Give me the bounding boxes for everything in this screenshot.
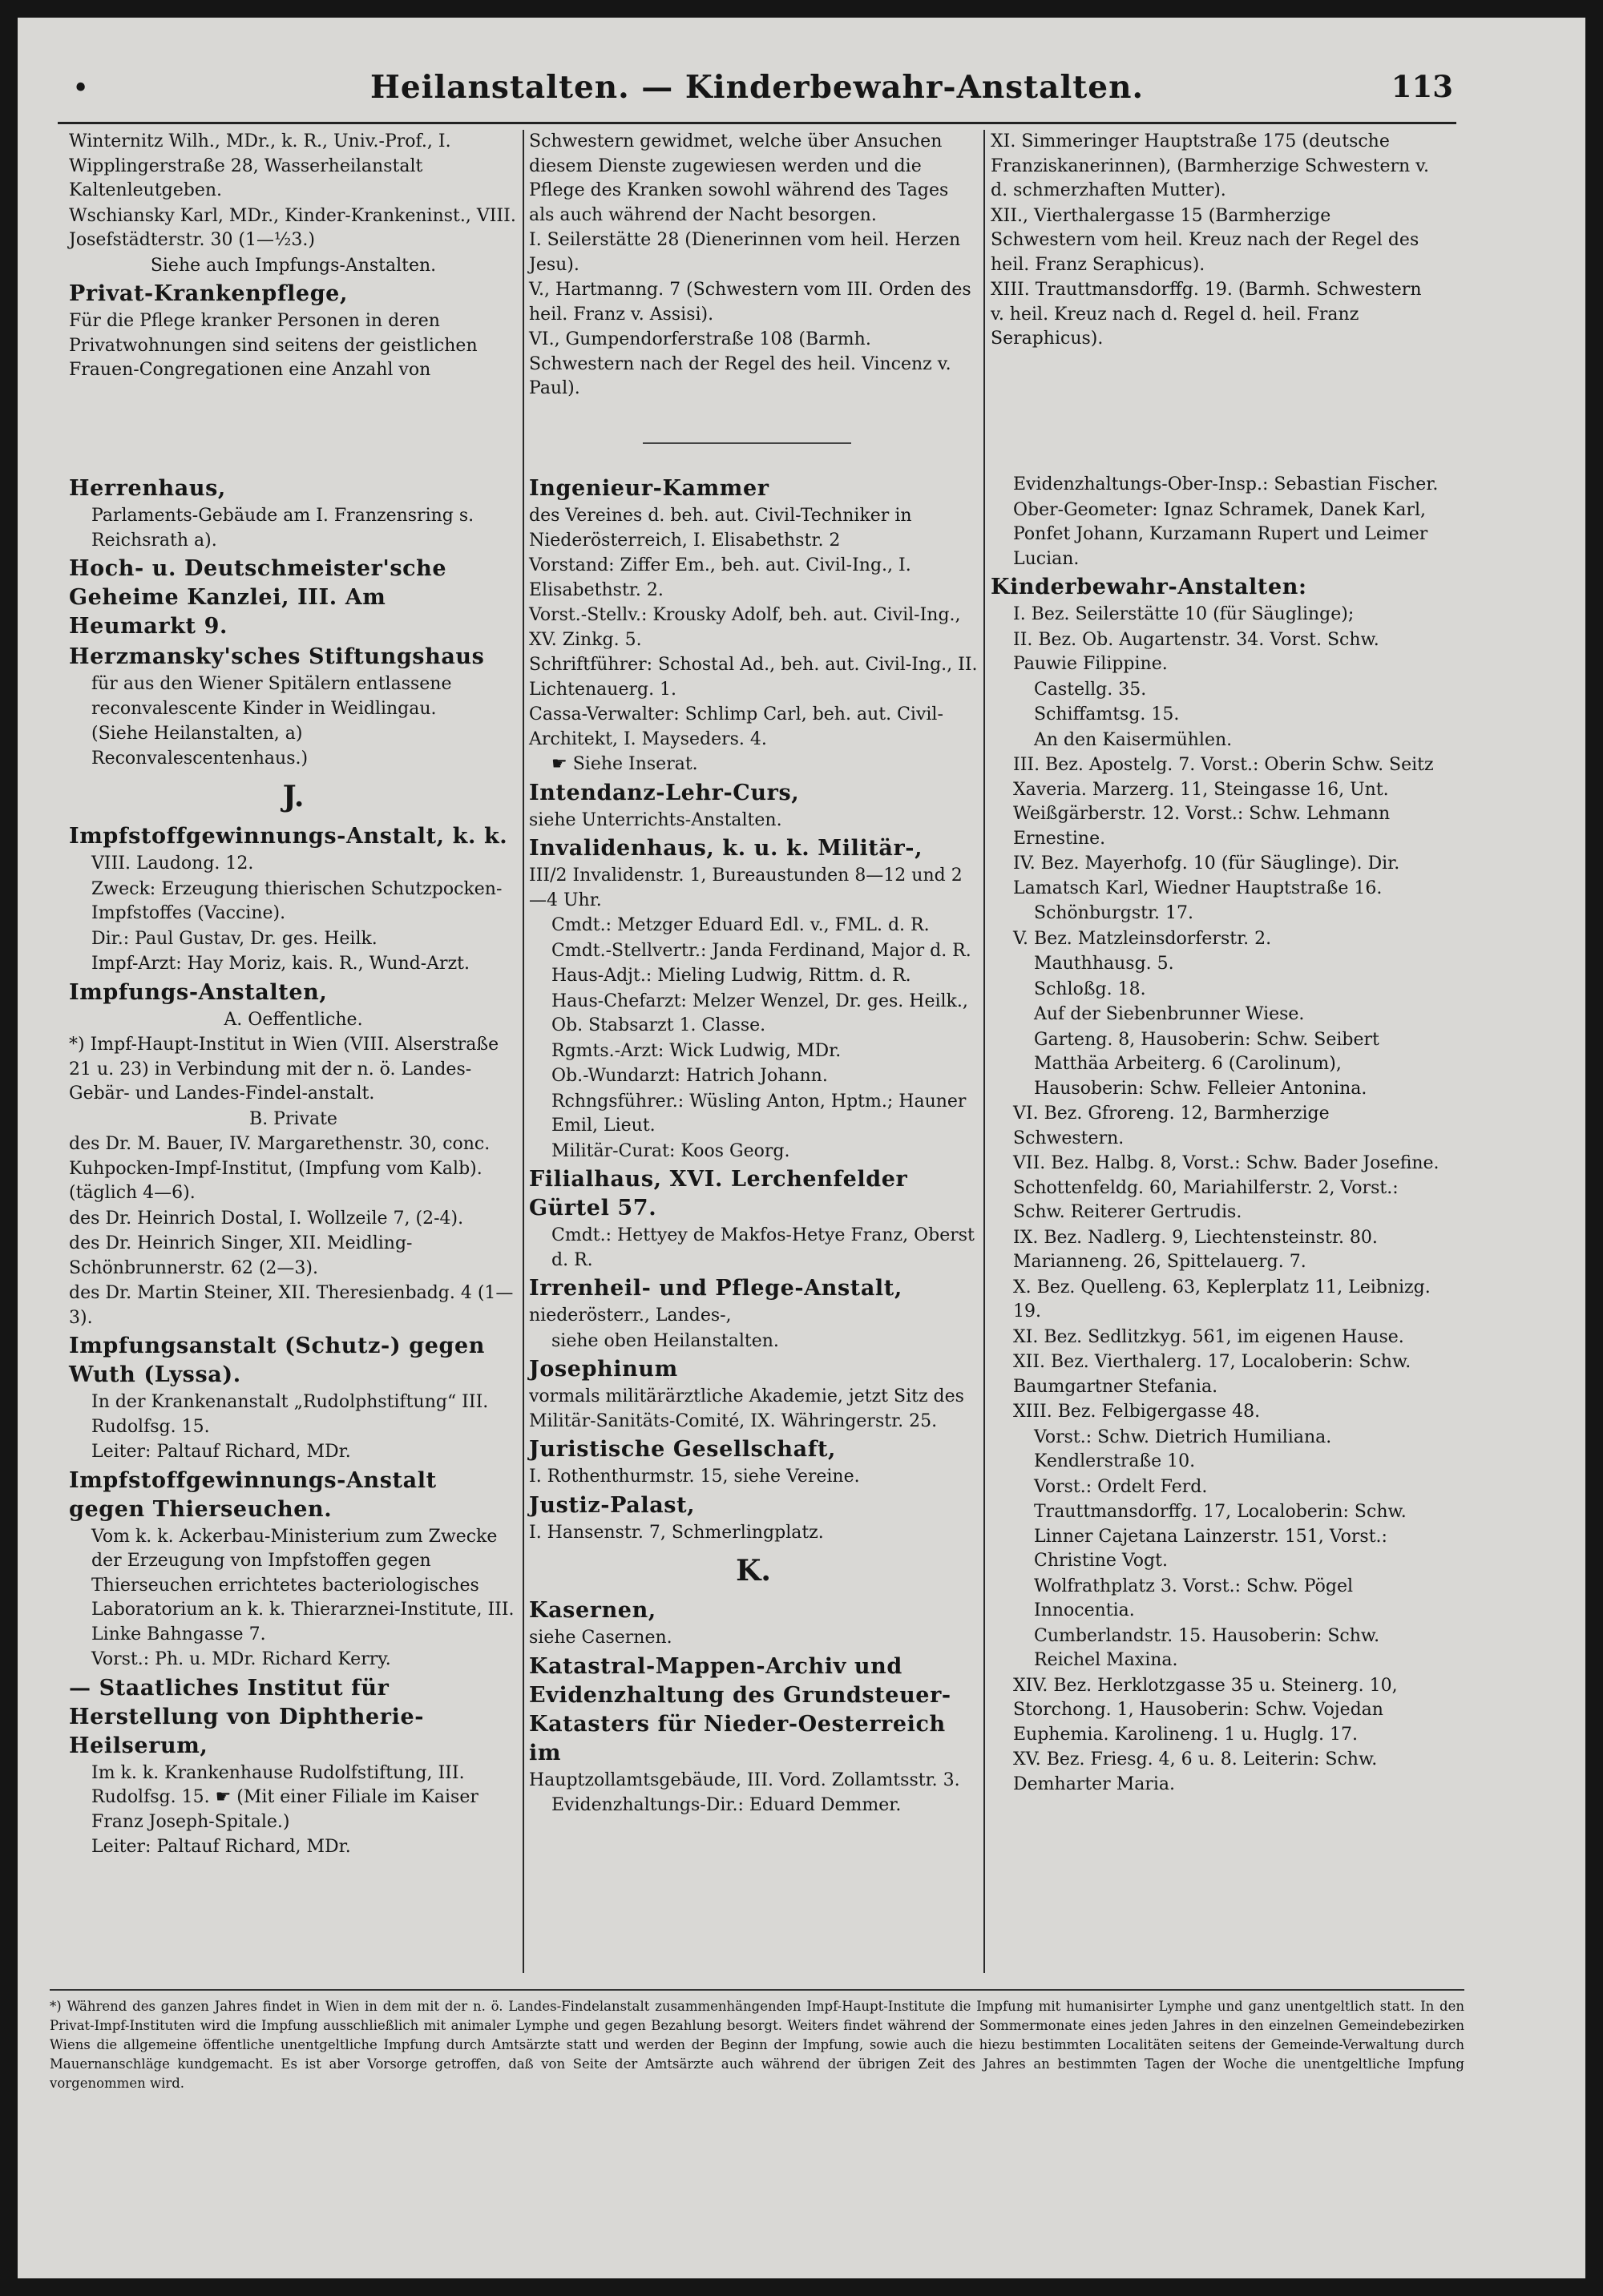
entry-text: Hauptzollamtsgebäude, III. Vord. Zollamtsstr. 3. bbox=[529, 1769, 960, 1790]
section-divider bbox=[643, 442, 851, 444]
entry-text: VI. Bez. Gfroreng. 12, Barmherzige Schwestern. bbox=[1013, 1104, 1330, 1148]
entry-text: Mauthhausg. 5. bbox=[1034, 954, 1174, 974]
entry-heading: Filialhaus, XVI. Lerchenfelder Gürtel 57. bbox=[529, 1167, 908, 1221]
entry-text: Leiter: Paltauf Richard, MDr. bbox=[91, 1442, 351, 1462]
entry-text: Vorst.: Ordelt Ferd. bbox=[1034, 1476, 1208, 1497]
section-subheading: Siehe auch Impfungs-Anstalten. bbox=[150, 255, 437, 276]
entry-text: siehe Casernen. bbox=[529, 1628, 672, 1648]
entry-heading: Intendanz-Lehr-Curs, bbox=[529, 780, 800, 805]
entry-text: Garteng. 8, Hausoberin: Schw. Seibert Matthäa Arbeiterg. 6 (Carolinum), Hausoberin: Schw. Felleier Antonina. bbox=[1034, 1029, 1379, 1099]
entry-text: I. Bez. Seilerstätte 10 (für Säuglinge); bbox=[1013, 604, 1355, 624]
entry-heading: Josephinum bbox=[529, 1357, 678, 1382]
entry-text: Evidenzhaltungs-Ober-Insp.: Sebastian Fischer. bbox=[1013, 474, 1439, 494]
entry-text: XIII. Bez. Felbigergasse 48. bbox=[1013, 1402, 1261, 1422]
entry-text: IX. Bez. Nadlerg. 9, Liechtensteinstr. 80. Marianneng. 26, Spittelauerg. 7. bbox=[1013, 1227, 1378, 1272]
entry-text: Schwestern gewidmet, welche über Ansuchen diesem Dienste zugewiesen werden und die Pflege des Kranken sowohl während des Tages als auch während der Nacht besorgen. bbox=[529, 131, 949, 225]
entry-text: Wolfrathplatz 3. Vorst.: Schw. Pögel Innocentia. bbox=[1034, 1576, 1354, 1620]
entry-text: Rchngsführer.: Wüsling Anton, Hptm.; Hauner Emil, Lieut. bbox=[551, 1091, 967, 1136]
entry-heading: Impfungs-Anstalten, bbox=[69, 979, 328, 1005]
footnote: *) Während des ganzen Jahres findet in Wien in dem mit der n. ö. Landes-Findelanstalt zusammenhängenden Impf-Haupt-Institute die Impfung mit humanisirter Lymphe und ganz unentgeltlich statt. In den Privat-Impf-Instituten wird die Impfung ausschließlich mit animaler Lymphe und gegen Bezahlung besorgt. Weiters findet während der Sommermonate eines jeden Jahres in den einzelnen Gemeindebezirken Wiens die allgemeine öffentliche unentgeltliche Impfung durch Amtsärzte statt und werden der Beginn der Impfung, sowie auch die hiezu bestimmten Localitäten seitens der Gemeinde-Verwaltung durch Mauernanschläge kundgemacht. Es ist aber Vorsorge getroffen, daß von Seite der Amtsärzte auch während der übrigen Zeit des Jahres an bestimmten Tagen der Woche die unentgeltliche Impfung vorgenommen wird. bbox=[50, 1989, 1464, 2093]
entry-text: Zweck: Erzeugung thierischen Schutzpocken-Impfstoffes (Vaccine). bbox=[91, 878, 503, 923]
entry-heading: Hoch- u. Deutschmeister'sche Geheime Kanzlei, III. Am Heumarkt 9. bbox=[69, 556, 447, 639]
entry-text: Haus-Adjt.: Mieling Ludwig, Rittm. d. R. bbox=[551, 966, 911, 986]
entry-text: XII. Bez. Vierthalerg. 17, Localoberin: Schw. Baumgartner Stefania. bbox=[1013, 1352, 1411, 1397]
entry-text: Schiffamtsg. 15. bbox=[1034, 704, 1180, 724]
entry-text: siehe Unterrichts-Anstalten. bbox=[529, 809, 782, 830]
entry-text: des Dr. Heinrich Dostal, I. Wollzeile 7, (2-4). bbox=[69, 1208, 464, 1229]
column-1-top bbox=[69, 130, 518, 384]
entry-text: Impf-Arzt: Hay Moriz, kais. R., Wund-Arzt. bbox=[91, 954, 470, 974]
entry-text: I. Hansenstr. 7, Schmerlingplatz. bbox=[529, 1522, 824, 1543]
entry-text: III/2 Invalidenstr. 1, Bureaustunden 8—12 und 2—4 Uhr. bbox=[529, 866, 963, 910]
header-bullet: • bbox=[72, 72, 90, 105]
entry-text: Wschiansky Karl, MDr., Kinder-Krankeninst., VIII. Josefstädterstr. 30 (1—½3.) bbox=[69, 205, 516, 250]
entry-text: XIV. Bez. Herklotzgasse 35 u. Steinerg. 10, Storchong. 1, Hausoberin: Schw. Vojedan Euphemia. Karolineng. 1 u. Huglg. 17. bbox=[1013, 1675, 1398, 1745]
column-rule-left bbox=[523, 130, 524, 1973]
entry-text: Im k. k. Krankenhause Rudolfstiftung, III. Rudolfsg. 15. ☛ (Mit einer Filiale im Kaiser Franz Joseph-Spitale.) bbox=[91, 1762, 478, 1832]
entry-text: I. Seilerstätte 28 (Dienerinnen vom heil. Herzen Jesu). bbox=[529, 230, 961, 275]
entry-text: Cmdt.-Stellvertr.: Janda Ferdinand, Major d. R. bbox=[551, 940, 971, 961]
entry-text: *) Impf-Haupt-Institut in Wien (VIII. Alserstraße 21 u. 23) in Verbindung mit der n. ö. Landes-Gebär- und Landes-Findel-anstalt. bbox=[69, 1035, 499, 1104]
entry-text: Trauttmansdorffg. 17, Localoberin: Schw. Linner Cajetana Lainzerstr. 151, Vorst.: Christine Vogt. bbox=[1034, 1502, 1407, 1571]
entry-text: ☛ Siehe Inserat. bbox=[551, 754, 698, 774]
entry-text: Cumberlandstr. 15. Hausoberin: Schw. Reichel Maxina. bbox=[1034, 1625, 1380, 1670]
entry-heading: Herzmansky'sches Stiftungshaus bbox=[69, 644, 485, 669]
entry-text: Ober-Geometer: Ignaz Schramek, Danek Karl, Ponfet Johann, Kurzamann Rupert und Leimer Lucian. bbox=[1013, 499, 1428, 569]
entry-text: XII., Vierthalergasse 15 (Barmherzige Schwestern vom heil. Kreuz nach der Regel des heil. Franz Seraphicus). bbox=[991, 205, 1419, 275]
entry-text: V. Bez. Matzleinsdorferstr. 2. bbox=[1013, 928, 1272, 949]
entry-heading: Impfstoffgewinnungs-Anstalt gegen Thierseuchen. bbox=[69, 1467, 437, 1522]
entry-text: des Vereines d. beh. aut. Civil-Techniker in Niederösterreich, I. Elisabethstr. 2 bbox=[529, 506, 912, 551]
entry-text: für aus den Wiener Spitälern entlassene reconvalescente Kinder in Weidlingau. bbox=[91, 674, 452, 719]
entry-text: Auf der Siebenbrunner Wiese. bbox=[1034, 1004, 1305, 1024]
entry-heading: Kinderbewahr-Anstalten: bbox=[991, 575, 1307, 599]
entry-heading: Invalidenhaus, k. u. k. Militär-, bbox=[529, 836, 923, 861]
entry-text: Für die Pflege kranker Personen in deren Privatwohnungen sind seitens der geistlichen Frauen-Congregationen eine Anzahl von bbox=[69, 311, 478, 380]
running-header bbox=[58, 66, 1456, 124]
column-3-top bbox=[991, 130, 1439, 353]
entry-text: V., Hartmanng. 7 (Schwestern vom III. Orden des heil. Franz v. Assisi). bbox=[529, 280, 971, 325]
entry-text: des Dr. Martin Steiner, XII. Theresienbadg. 4 (1—3). bbox=[69, 1283, 514, 1328]
entry-heading: Impfstoffgewinnungs-Anstalt, k. k. bbox=[69, 824, 508, 849]
entry-text: niederösterr., Landes-, bbox=[529, 1305, 732, 1326]
entry-text: Cassa-Verwalter: Schlimp Carl, beh. aut. Civil-Architekt, I. Mayseders. 4. bbox=[529, 704, 943, 749]
entry-text: Schönburgstr. 17. bbox=[1034, 903, 1194, 923]
entry-heading: — Staatliches Institut für Herstellung von Diphtherie-Heilserum, bbox=[69, 1675, 425, 1758]
entry-text: III. Bez. Apostelg. 7. Vorst.: Oberin Schw. Seitz Xaveria. Marzerg. 11, Steingasse 16, Unt. Weißgärberstr. 12. Vorst.: Schw. Lehmann Ernestine. bbox=[1013, 755, 1434, 849]
entry-text: Cmdt.: Metzger Eduard Edl. v., FML. d. R. bbox=[551, 915, 930, 935]
entry-heading: Juristische Gesellschaft, bbox=[529, 1437, 837, 1462]
entry-text: In der Krankenanstalt „Rudolphstiftung“ III. Rudolfsg. 15. bbox=[91, 1392, 489, 1437]
entry-heading: Ingenieur-Kammer bbox=[529, 476, 769, 501]
column-2-top bbox=[529, 130, 978, 402]
entry-text: I. Rothenthurmstr. 15, siehe Vereine. bbox=[529, 1467, 860, 1487]
entry-heading: Justiz-Palast, bbox=[529, 1492, 696, 1518]
entry-text: vormals militärärztliche Akademie, jetzt Sitz des Militär-Sanitäts-Comité, IX. Währingerstr. 25. bbox=[529, 1386, 964, 1431]
section-subheading: A. Oeffentliche. bbox=[224, 1009, 363, 1030]
letter-heading: J. bbox=[282, 780, 305, 813]
entry-text: Rgmts.-Arzt: Wick Ludwig, MDr. bbox=[551, 1040, 842, 1061]
column-3 bbox=[991, 473, 1439, 1798]
entry-text: II. Bez. Ob. Augartenstr. 34. Vorst. Schw. Pauwie Filippine. bbox=[1013, 629, 1379, 674]
entry-text: Vorst.: Ph. u. MDr. Richard Kerry. bbox=[91, 1649, 391, 1669]
entry-heading: Kasernen, bbox=[529, 1598, 656, 1623]
entry-text: Ob.-Wundarzt: Hatrich Johann. bbox=[551, 1066, 828, 1086]
entry-text: Castellg. 35. bbox=[1034, 679, 1147, 700]
entry-text: Cmdt.: Hettyey de Makfos-Hetye Franz, Oberst d. R. bbox=[551, 1225, 975, 1270]
entry-heading: Herrenhaus, bbox=[69, 476, 226, 501]
entry-text: VI., Gumpendorferstraße 108 (Barmh. Schwestern nach der Regel des heil. Vincenz v. Paul). bbox=[529, 329, 951, 398]
entry-heading: Katastral-Mappen-Archiv und Evidenzhaltung des Grundsteuer-Katasters für Nieder-Oesterreich im bbox=[529, 1653, 951, 1765]
entry-text: Evidenzhaltungs-Dir.: Eduard Demmer. bbox=[551, 1795, 902, 1815]
entry-text: XI. Bez. Sedlitzkyg. 561, im eigenen Hause. bbox=[1013, 1326, 1404, 1347]
entry-text: Vorst.: Schw. Dietrich Humiliana. Kendlerstraße 10. bbox=[1034, 1426, 1332, 1471]
entry-text: VIII. Laudong. 12. bbox=[91, 853, 254, 874]
entry-text: des Dr. M. Bauer, IV. Margarethenstr. 30, conc. Kuhpocken-Impf-Institut, (Impfung vom Kalb). (täglich 4—6). bbox=[69, 1134, 491, 1203]
entry-text: Leiter: Paltauf Richard, MDr. bbox=[91, 1837, 351, 1857]
entry-heading: Privat-Krankenpflege, bbox=[69, 281, 348, 306]
entry-text: Dir.: Paul Gustav, Dr. ges. Heilk. bbox=[91, 928, 378, 949]
entry-text: XIII. Trauttmansdorffg. 19. (Barmh. Schwestern v. heil. Kreuz nach d. Regel d. heil. Franz Seraphicus). bbox=[991, 280, 1422, 349]
column-rule-right bbox=[983, 130, 985, 1973]
entry-text: IV. Bez. Mayerhofg. 10 (für Säuglinge). Dir. Lamatsch Karl, Wiedner Hauptstraße 16. bbox=[1013, 853, 1400, 898]
entry-text: des Dr. Heinrich Singer, XII. Meidling-Schönbrunnerstr. 62 (2—3). bbox=[69, 1233, 413, 1278]
letter-heading: K. bbox=[736, 1554, 771, 1588]
entry-text: XI. Simmeringer Hauptstraße 175 (deutsche Franziskanerinnen), (Barmherzige Schwestern v. d. schmerzhaften Mutter). bbox=[991, 131, 1429, 200]
entry-text: Parlaments-Gebäude am I. Franzensring s. Reichsrath a). bbox=[91, 506, 474, 551]
entry-text: (Siehe Heilanstalten, a) Reconvalescentenhaus.) bbox=[91, 724, 309, 769]
entry-text: X. Bez. Quelleng. 63, Keplerplatz 11, Leibnizg. 19. bbox=[1013, 1277, 1431, 1322]
entry-text: Vorstand: Ziffer Em., beh. aut. Civil-Ing., I. Elisabethstr. 2. bbox=[529, 555, 911, 600]
entry-text: Haus-Chefarzt: Melzer Wenzel, Dr. ges. Heilk., Ob. Stabsarzt 1. Classe. bbox=[551, 991, 968, 1035]
page-number: 113 bbox=[1391, 69, 1453, 104]
section-subheading: B. Private bbox=[249, 1108, 337, 1129]
entry-text: An den Kaisermühlen. bbox=[1034, 729, 1233, 750]
directory-page bbox=[18, 18, 1585, 2278]
entry-heading: Irrenheil- und Pflege-Anstalt, bbox=[529, 1276, 902, 1301]
column-1 bbox=[69, 473, 518, 1861]
entry-text: Militär-Curat: Koos Georg. bbox=[551, 1140, 790, 1161]
entry-text: XV. Bez. Friesg. 4, 6 u. 8. Leiterin: Schw. Demharter Maria. bbox=[1013, 1749, 1378, 1794]
entry-text: Vom k. k. Ackerbau-Ministerium zum Zwecke der Erzeugung von Impfstoffen gegen Thierseuchen errichtetes bacteriologisches Laboratorium an k. k. Thierarznei-Institute, III. Linke Bahngasse 7. bbox=[91, 1526, 515, 1644]
entry-text: Schloßg. 18. bbox=[1034, 979, 1146, 999]
entry-heading: Impfungsanstalt (Schutz-) gegen Wuth (Lyssa). bbox=[69, 1334, 485, 1387]
entry-text: siehe oben Heilanstalten. bbox=[551, 1330, 779, 1351]
column-2 bbox=[529, 473, 978, 1819]
entry-text: VII. Bez. Halbg. 8, Vorst.: Schw. Bader Josefine. Schottenfeldg. 60, Mariahilferstr. 2, Vorst.: Schw. Reiterer Gertrudis. bbox=[1013, 1153, 1439, 1222]
entry-text: Vorst.-Stellv.: Krousky Adolf, beh. aut. Civil-Ing., XV. Zinkg. 5. bbox=[529, 605, 961, 650]
entry-text: Schriftführer: Schostal Ad., beh. aut. Civil-Ing., II. Lichtenauerg. 1. bbox=[529, 655, 978, 700]
entry-text: Winternitz Wilh., MDr., k. R., Univ.-Prof., I. Wipplingerstraße 28, Wasserheilanstalt Kaltenleutgeben. bbox=[69, 131, 451, 200]
page-title: Heilanstalten. — Kinderbewahr-Anstalten. bbox=[369, 69, 1145, 106]
